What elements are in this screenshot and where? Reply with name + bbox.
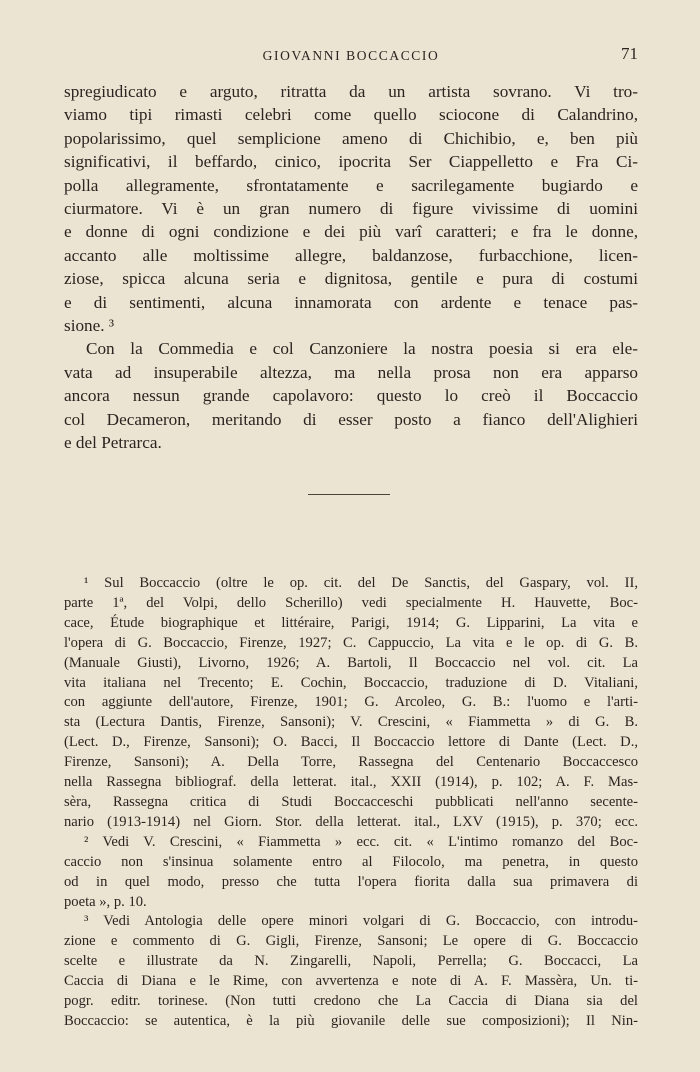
footnote-line: nella Rassegna bibliograf. della letterat. ital., XXII (1914), p. 102; A. F. Mas-: [64, 774, 638, 791]
footnote-line: caccio non s'insinua solamente entro al Filocolo, ma penetra, in questo: [64, 853, 638, 870]
footnote-line: poeta », p. 10.: [64, 893, 147, 910]
body-line: ciurmatore. Vi è un gran numero di figure vivissime di uomini: [64, 199, 638, 219]
footnote-line: sèra, Rassegna critica di Studi Boccacceschi pubblicati nell'anno secente-: [64, 793, 638, 810]
footnote-line: Caccia di Diana e le Rime, con avvertenza e note di A. F. Massèra, Un. ti-: [64, 973, 638, 990]
body-line: accanto alle moltissime allegre, baldanzose, furbacchione, licen-: [64, 245, 638, 265]
footnote-line: ¹ Sul Boccaccio (oltre le op. cit. del De Sanctis, del Gaspary, vol. II,: [84, 575, 638, 591]
body-line: viamo tipi rimasti celebri come quello sciocone di Calandrino,: [64, 105, 638, 125]
footnote-line: (Manuale Giusti), Livorno, 1926; A. Bartoli, Il Boccaccio nel vol. cit. La: [64, 654, 638, 671]
footnote-line: parte 1ª, del Volpi, dello Scherillo) vedi specialmente H. Hauvette, Boc-: [64, 594, 638, 611]
footnote-line: Firenze, Sansoni); A. Della Torre, Rassegna del Centenario Boccaccesco: [64, 754, 638, 771]
body-line: e di sentimenti, alcuna innamorata con ardente e tenace pas-: [64, 292, 638, 312]
body-text: [64, 80, 638, 455]
page-header: [64, 44, 638, 68]
body-line: ancora nessun grande capolavoro: questo lo creò il Boccaccio: [64, 386, 638, 406]
footnote-line: (Lect. D., Firenze, Sansoni); O. Bacci, Il Boccaccio lettore di Dante (Lect. D.,: [64, 734, 638, 751]
body-line: ziose, spicca alcuna seria e dignitosa, gentile e pura di costumi: [64, 269, 638, 289]
body-line: e del Petrarca.: [64, 433, 162, 453]
page-number: 71: [621, 44, 638, 63]
body-line: popolarissimo, quel semplicione ameno di Chichibio, e, ben più: [64, 128, 638, 148]
footnotes: [64, 574, 638, 1032]
footnote-line: ² Vedi V. Crescini, « Fiammetta » ecc. cit. « L'intimo romanzo del Boc-: [84, 833, 638, 850]
footnote-separator: [308, 494, 390, 495]
footnote-line: sta (Lectura Dantis, Firenze, Sansoni); V. Crescini, « Fiammetta » di G. B.: [64, 714, 638, 731]
body-line: polla allegramente, sfrontatamente e sacrilegamente bugiardo e: [64, 175, 638, 195]
footnote-line: nario (1913-1914) nel Giorn. Stor. della letterat. ital., LXV (1915), p. 370; ecc.: [64, 813, 638, 830]
footnote-line: l'opera di G. Boccaccio, Firenze, 1927; C. Cappuccio, La vita e le op. di G. B.: [64, 634, 638, 651]
footnote-line: scelte e illustrate da N. Zingarelli, Napoli, Perrella; G. Boccacci, La: [64, 953, 638, 970]
footnote-line: ³ Vedi Antologia delle opere minori volgari di G. Boccaccio, con introdu-: [84, 913, 638, 930]
footnote-line: vita italiana nel Trecento; E. Cochin, Boccaccio, traduzione di D. Vitaliani,: [64, 674, 638, 691]
footnote-line: od in quel modo, presso che tutta l'opera fiorita dalla sua primavera di: [64, 873, 638, 890]
body-line: significativi, il beffardo, cinico, ipocrita Ser Ciappelletto e Fra Ci-: [64, 152, 638, 172]
footnote-line: Boccaccio: se autentica, è la più giovanile delle sue composizioni); Il Nin-: [64, 1012, 638, 1029]
body-line: vata ad insuperabile altezza, ma nella prosa non era apparso: [64, 362, 638, 382]
body-line: Con la Commedia e col Canzoniere la nostra poesia si era ele-: [86, 339, 638, 359]
body-line: col Decameron, meritando di esser posto a fianco dell'Alighieri: [64, 409, 638, 429]
body-line: spregiudicato e arguto, ritratta da un artista sovrano. Vi tro-: [64, 82, 638, 101]
body-line: sione. ³: [64, 316, 115, 336]
running-title: GIOVANNI BOCCACCIO: [262, 48, 440, 63]
footnote-line: con aggiunte dell'autore, Firenze, 1901; G. Arcoleo, G. B.: l'uomo e l'arti-: [64, 694, 638, 711]
body-line: e donne di ogni condizione e dei più varî caratteri; e fra le donne,: [64, 222, 638, 242]
footnote-line: zione e commento di G. Gigli, Firenze, Sansoni; Le opere di G. Boccaccio: [64, 933, 638, 950]
footnote-line: cace, Étude biographique et littéraire, Parigi, 1914; G. Lipparini, La vita e: [64, 614, 638, 631]
footnote-line: pogr. editr. torinese. (Non tutti credono che La Caccia di Diana sia del: [64, 993, 638, 1010]
